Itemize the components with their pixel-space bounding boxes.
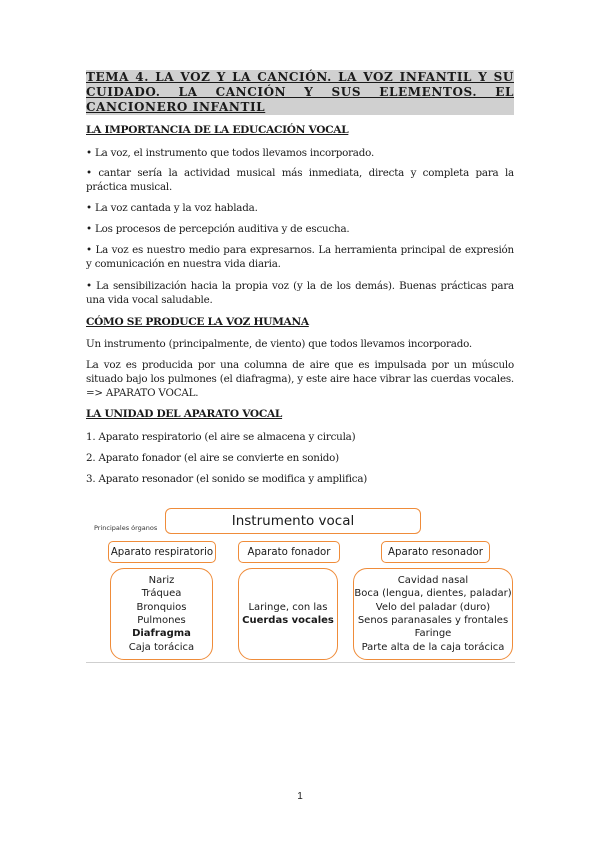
organ-item: Velo del paladar (duro) [375,601,491,613]
list-item: 3. Aparato resonador (el sonido se modifica y amplifica) [86,473,368,485]
organ-item: Bronquios [136,601,187,613]
page-number: 1 [297,791,303,802]
organ-item: Tráquea [141,588,182,600]
diagram-title-box: Instrumento vocal [165,508,421,534]
organ-item: Nariz [148,574,175,586]
organ-item: Diafragma [132,628,191,640]
vocal-instrument-diagram [86,500,515,663]
paragraph: Un instrumento (principalmente, de viento) que todos llevamos incorporado. [86,338,472,350]
organ-item: Senos paranasales y frontales [357,615,509,626]
paragraph: La voz es producida por una columna de aire que es impulsada por un músculo situado bajo los pulmones (el diafragma), y este aire hace vibrar las cuerdas vocales. => APARATO VOCAL. [86,359,514,399]
paragraph: • La voz cantada y la voz hablada. [86,202,258,214]
organ-item: Laringe, con las [248,601,328,613]
list-item: 2. Aparato fonador (el aire se convierte en sonido) [86,452,339,464]
category-fonador: Aparato fonador [238,541,340,563]
list-item: 1. Aparato respiratorio (el aire se almacena y circula) [86,431,356,443]
items-fonador [238,568,338,660]
document-title: TEMA 4. LA VOZ Y LA CANCIÓN. LA VOZ INFANTIL Y SU CUIDADO. LA CANCIÓN Y SUS ELEMENTOS. EL CANCIONERO INFANTIL [86,70,514,114]
diagram-label: Principales órganos [94,524,158,532]
section-heading-voz-humana: CÓMO SE PRODUCE LA VOZ HUMANA [86,316,309,328]
items-resonador [353,568,513,660]
organ-item: Pulmones [137,615,186,626]
organ-item: Boca (lengua, dientes, paladar) [354,588,512,600]
items-respiratorio [110,568,213,660]
section-heading-unidad-aparato: LA UNIDAD DEL APARATO VOCAL [86,408,283,420]
paragraph: • La voz es nuestro medio para expresarnos. La herramienta principal de expresión y comunicación en nuestra vida diaria. [86,244,514,270]
organ-item: Faringe [414,628,452,640]
paragraph: • La sensibilización hacia la propia voz (y la de los demás). Buenas prácticas para una vida vocal saludable. [86,280,514,306]
paragraph: • Los procesos de percepción auditiva y de escucha. [86,223,350,235]
paragraph: • cantar sería la actividad musical más inmediata, directa y completa para la práctica musical. [86,167,514,193]
organ-item: Parte alta de la caja torácica [361,641,505,653]
organ-item: Cavidad nasal [397,574,469,586]
category-respiratorio: Aparato respiratorio [108,541,216,563]
paragraph: • La voz, el instrumento que todos llevamos incorporado. [86,147,375,159]
organ-item: Caja torácica [128,641,195,653]
section-heading-importancia: LA IMPORTANCIA DE LA EDUCACIÓN VOCAL [86,124,349,136]
organ-item: Cuerdas vocales [242,615,334,626]
category-resonador: Aparato resonador [381,541,490,563]
